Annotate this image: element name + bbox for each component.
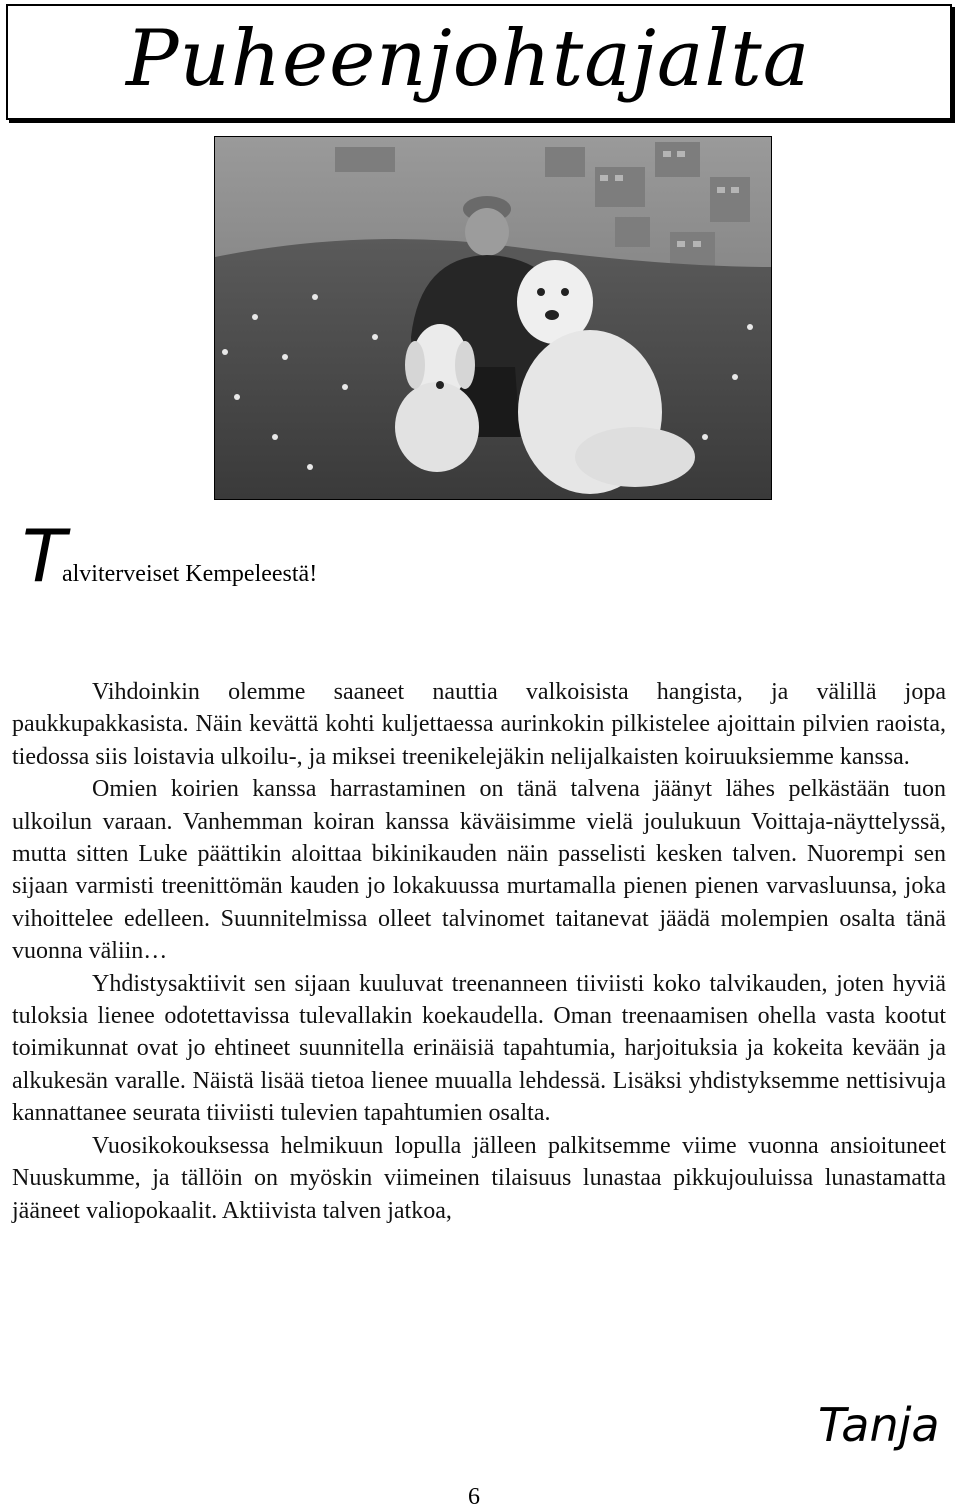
greeting <box>22 514 318 598</box>
photo <box>214 136 772 500</box>
signature: Tanja <box>818 1398 940 1452</box>
page-number: 6 <box>468 1484 480 1510</box>
paragraph: Vihdoinkin olemme saaneet nauttia valkoisista hangista, ja välillä jopa paukkupakkasista. Näin kevättä kohti kuljettaessa aurinkokin pilkistelee ajoittain pilvien raoista, tiedossa siis loistavia ulkoilu-, ja miksei treenikelejäkin nelijalkaisten koiruuksiemme kanssa. <box>12 679 946 770</box>
photo-image <box>215 137 771 499</box>
paragraph: Vuosikokouksessa helmikuun lopulla jälleen palkitsemme viime vuonna ansioituneet Nuuskumme, ja tällöin on myöskin viimeinen tilaisuus lunastaa pikkujouluissa lunastamatta jääneet valiopokaalit. Aktiivista talven jatkoa, <box>12 1132 946 1224</box>
page-title: Puheenjohtajalta <box>126 14 811 104</box>
letter-body <box>12 676 946 1227</box>
paragraph: Yhdistysaktiivit sen sijaan kuuluvat treenanneen tiiviisti koko talvikauden, joten hyviä tuloksia lienee odotettavissa tulevallakin koekaudella. Oman treenaamisen ohella vasta kootut toimikunnat ovat jo ehtineet suunnitella erinäisiä tapahtumia, harjoituksia ja kokeita kevään ja alkukesän varalle. Näistä lisää tietoa lienee muualla lehdessä. Lisäksi yhdistyksemme nettisivuja kannattanee seurata tiiviisti tulevien tapahtumien osalta. <box>12 970 946 1127</box>
title-box <box>6 4 952 120</box>
paragraph: Omien koirien kanssa harrastaminen on tänä talvena jäänyt lähes pelkästään tuon ulkoilun varaan. Vanhemman koiran kanssa käväisimme vielä joulukuun Voittaja-näyttelyssä, mutta sitten Luke päättikin aloittaa bikinikauden näin passelisti kesken talven. Nuorempi sen sijaan varmisti treenittömän kauden jo lokakuussa murtamalla pienen pienen varvasluunsa, joka vihoittelee edelleen. Suunnitelmissa olleet talvinomet taitanevat jäädä molempien osalta tänä vuonna väliin… <box>12 776 946 965</box>
greeting-initial: T <box>22 514 66 598</box>
greeting-text: alviterveiset Kempeleestä! <box>61 561 318 587</box>
